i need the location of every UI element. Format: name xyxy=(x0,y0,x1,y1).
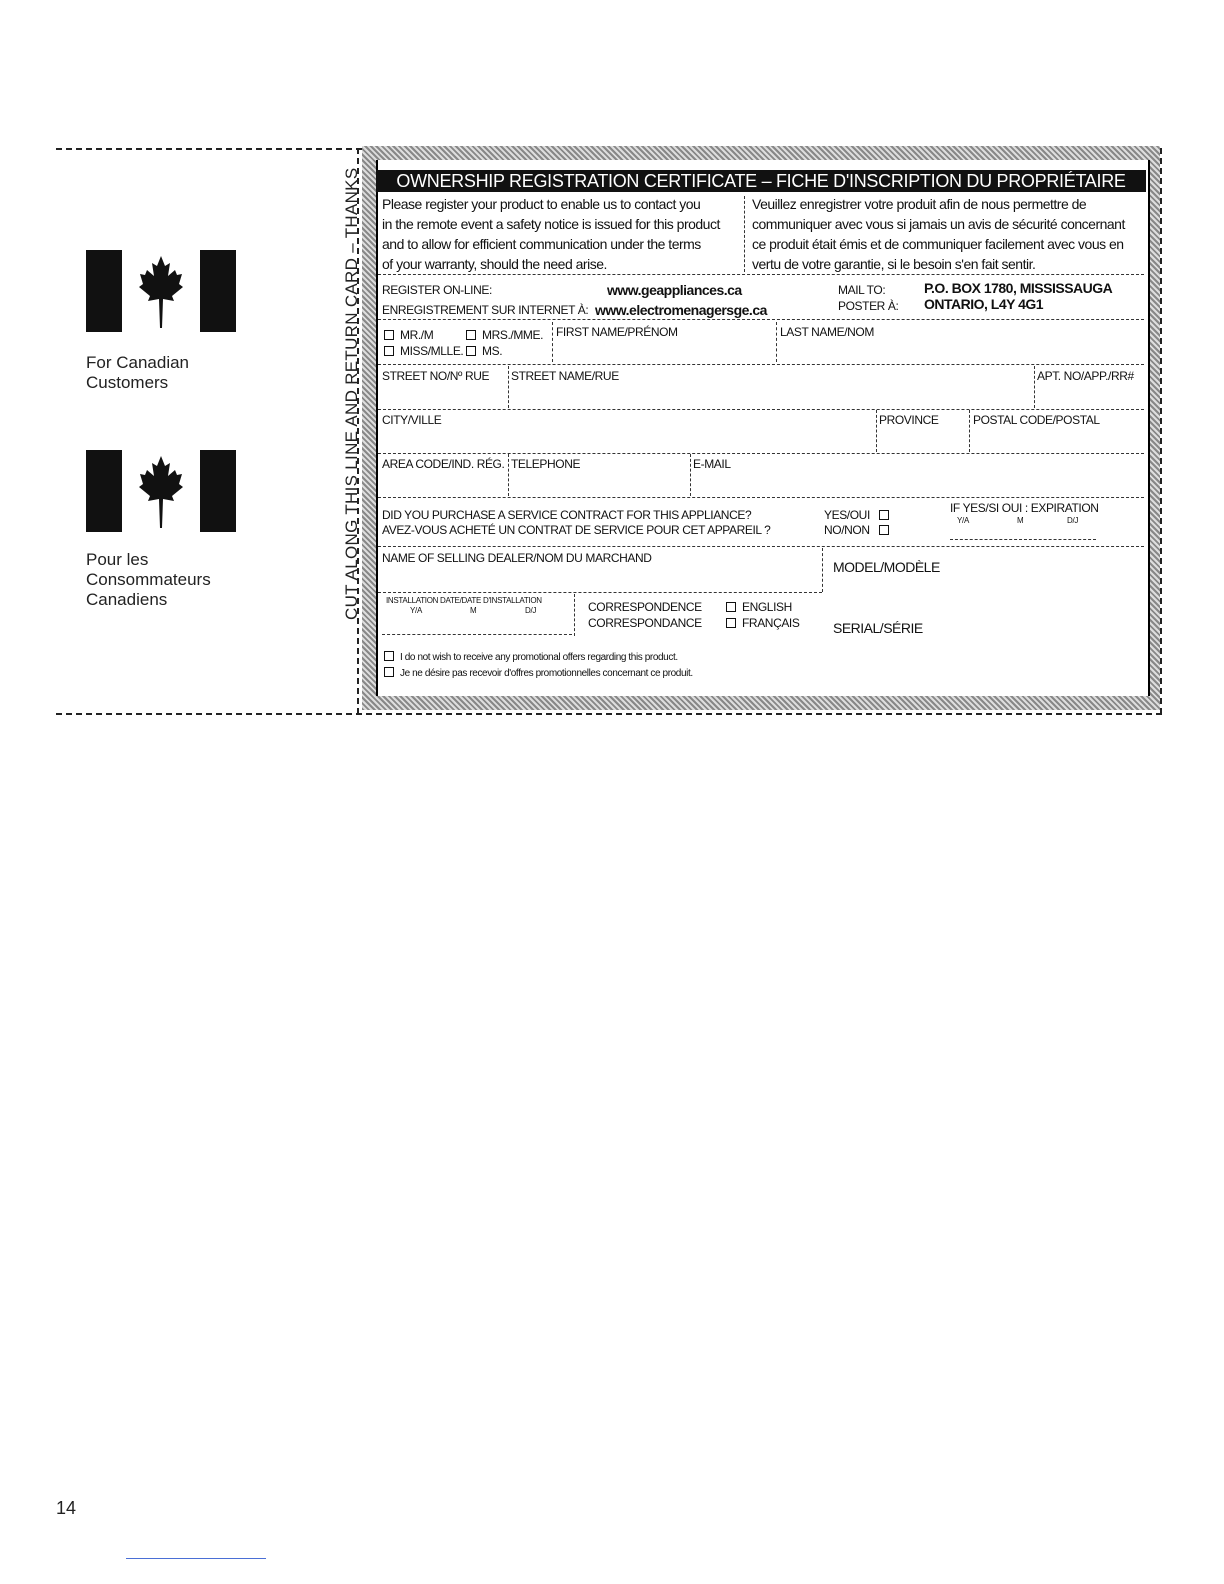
maple-leaf-icon xyxy=(139,254,183,328)
intro-en-line1: Please register your product to enable us to contact you xyxy=(382,196,701,212)
divider xyxy=(876,410,877,452)
divider xyxy=(1034,366,1035,408)
francais-checkbox[interactable]: FRANÇAIS xyxy=(726,616,799,630)
intro-divider xyxy=(744,196,745,272)
divider xyxy=(776,322,777,362)
email-field[interactable]: E-MAIL xyxy=(693,457,731,471)
model-field[interactable]: MODEL/MODÈLE xyxy=(833,559,940,575)
poster-label: POSTER À: xyxy=(838,299,899,313)
service-question-en: DID YOU PURCHASE A SERVICE CONTRACT FOR THIS APPLIANCE? xyxy=(382,508,752,522)
dealer-field[interactable]: NAME OF SELLING DEALER/NOM DU MARCHAND xyxy=(382,551,652,565)
title-mrs-checkbox[interactable]: MRS./MME. xyxy=(466,328,543,342)
mail-address-line2: ONTARIO, L4Y 4G1 xyxy=(924,296,1044,312)
cut-line-bottom xyxy=(56,713,1162,715)
install-month: M xyxy=(470,606,477,615)
register-online-label: REGISTER ON-LINE: xyxy=(382,283,492,297)
expiration-day: D/J xyxy=(1067,516,1079,525)
divider xyxy=(378,497,1144,498)
caption-english-line2: Customers xyxy=(86,373,169,392)
canadian-flag-icon xyxy=(86,450,236,532)
divider xyxy=(822,548,823,592)
divider xyxy=(552,322,553,362)
caption-french-line3: Canadiens xyxy=(86,590,168,609)
divider xyxy=(378,546,1144,547)
expiration-year: Y/A xyxy=(957,516,969,525)
maple-leaf-icon xyxy=(139,454,183,528)
divider xyxy=(378,274,1144,275)
postal-code-field[interactable]: POSTAL CODE/POSTAL xyxy=(973,413,1100,427)
caption-french-line2: Consommateurs xyxy=(86,570,211,589)
expiration-field[interactable] xyxy=(950,539,1096,540)
title-mr-checkbox[interactable]: MR./M xyxy=(384,328,433,342)
no-checkbox[interactable]: NO/NON xyxy=(824,523,895,537)
service-question-fr: AVEZ-VOUS ACHETÉ UN CONTRAT DE SERVICE POUR CET APPAREIL ? xyxy=(382,523,771,537)
bottom-rule xyxy=(126,1558,266,1559)
divider xyxy=(378,592,822,593)
last-name-field[interactable]: LAST NAME/NOM xyxy=(780,325,874,339)
correspondence-fr-label: CORRESPONDANCE xyxy=(588,616,702,630)
register-online-url[interactable]: www.geappliances.ca xyxy=(607,282,742,298)
telephone-field[interactable]: TELEPHONE xyxy=(511,457,581,471)
register-fr-label: ENREGISTREMENT SUR INTERNET À: xyxy=(382,303,589,317)
english-checkbox[interactable]: ENGLISH xyxy=(726,600,792,614)
optout-fr-checkbox[interactable]: Je ne désire pas recevoir d'offres promotionnelles concernant ce produit. xyxy=(384,667,693,681)
intro-fr-line2: communiquer avec vous si jamais un avis de sécurité concernant xyxy=(752,216,1125,232)
canadian-flag-icon xyxy=(86,250,236,332)
serial-field[interactable]: SERIAL/SÉRIE xyxy=(833,620,923,636)
optout-en-checkbox[interactable]: I do not wish to receive any promotional offers regarding this product. xyxy=(384,651,678,665)
cut-instruction: CUT ALONG THIS LINE AND RETURN CARD – THANKS xyxy=(342,167,361,620)
expiration-label: IF YES/SI OUI : EXPIRATION xyxy=(950,501,1099,515)
caption-french-line1: Pour les xyxy=(86,550,149,569)
divider xyxy=(690,454,691,496)
divider xyxy=(574,594,575,636)
intro-en-line4: of your warranty, should the need arise. xyxy=(382,256,607,272)
street-no-field[interactable]: STREET NO/Nº RUE xyxy=(382,369,490,383)
install-year: Y/A xyxy=(410,606,422,615)
area-code-field[interactable]: AREA CODE/IND. RÉG. xyxy=(382,457,505,471)
divider xyxy=(969,410,970,452)
page-number: 14 xyxy=(56,1498,77,1518)
expiration-month: M xyxy=(1017,516,1024,525)
intro-en-line2: in the remote event a safety notice is issued for this product xyxy=(382,216,720,232)
card-title: OWNERSHIP REGISTRATION CERTIFICATE – FICHE D'INSCRIPTION DU PROPRIÉTAIRE xyxy=(376,170,1146,192)
first-name-field[interactable]: FIRST NAME/PRÉNOM xyxy=(556,325,678,339)
mail-to-label: MAIL TO: xyxy=(838,283,886,297)
divider xyxy=(508,366,509,408)
divider xyxy=(378,453,1144,454)
divider xyxy=(378,364,1144,365)
city-field[interactable]: CITY/VILLE xyxy=(382,413,442,427)
intro-en-line3: and to allow for efficient communication under the terms xyxy=(382,236,701,252)
cut-line-right xyxy=(1160,148,1162,714)
divider xyxy=(508,454,509,496)
install-date-label: INSTALLATION DATE/DATE D'INSTALLATION xyxy=(386,596,542,605)
divider xyxy=(378,409,1144,410)
intro-fr-line1: Veuillez enregistrer votre produit afin de nous permettre de xyxy=(752,196,1087,212)
yes-checkbox[interactable]: YES/OUI xyxy=(824,508,895,522)
intro-fr-line3: ce produit était émis et de communiquer facilement avec vous en xyxy=(752,236,1124,252)
register-fr-url[interactable]: www.electromenagersge.ca xyxy=(595,302,767,318)
province-field[interactable]: PROVINCE xyxy=(879,413,939,427)
install-date-field[interactable] xyxy=(382,634,572,635)
caption-english-line1: For Canadian xyxy=(86,353,190,372)
mail-address-line1: P.O. BOX 1780, MISSISSAUGA xyxy=(924,280,1113,296)
install-day: D/J xyxy=(525,606,537,615)
apt-field[interactable]: APT. NO/APP./RR# xyxy=(1037,369,1134,383)
street-name-field[interactable]: STREET NAME/RUE xyxy=(511,369,619,383)
title-miss-checkbox[interactable]: MISS/MLLE. xyxy=(384,344,463,358)
divider xyxy=(378,319,1144,320)
correspondence-en-label: CORRESPONDENCE xyxy=(588,600,702,614)
title-ms-checkbox[interactable]: MS. xyxy=(466,344,502,358)
intro-fr-line4: vertu de votre garantie, si le besoin s'en fait sentir. xyxy=(752,256,1036,272)
